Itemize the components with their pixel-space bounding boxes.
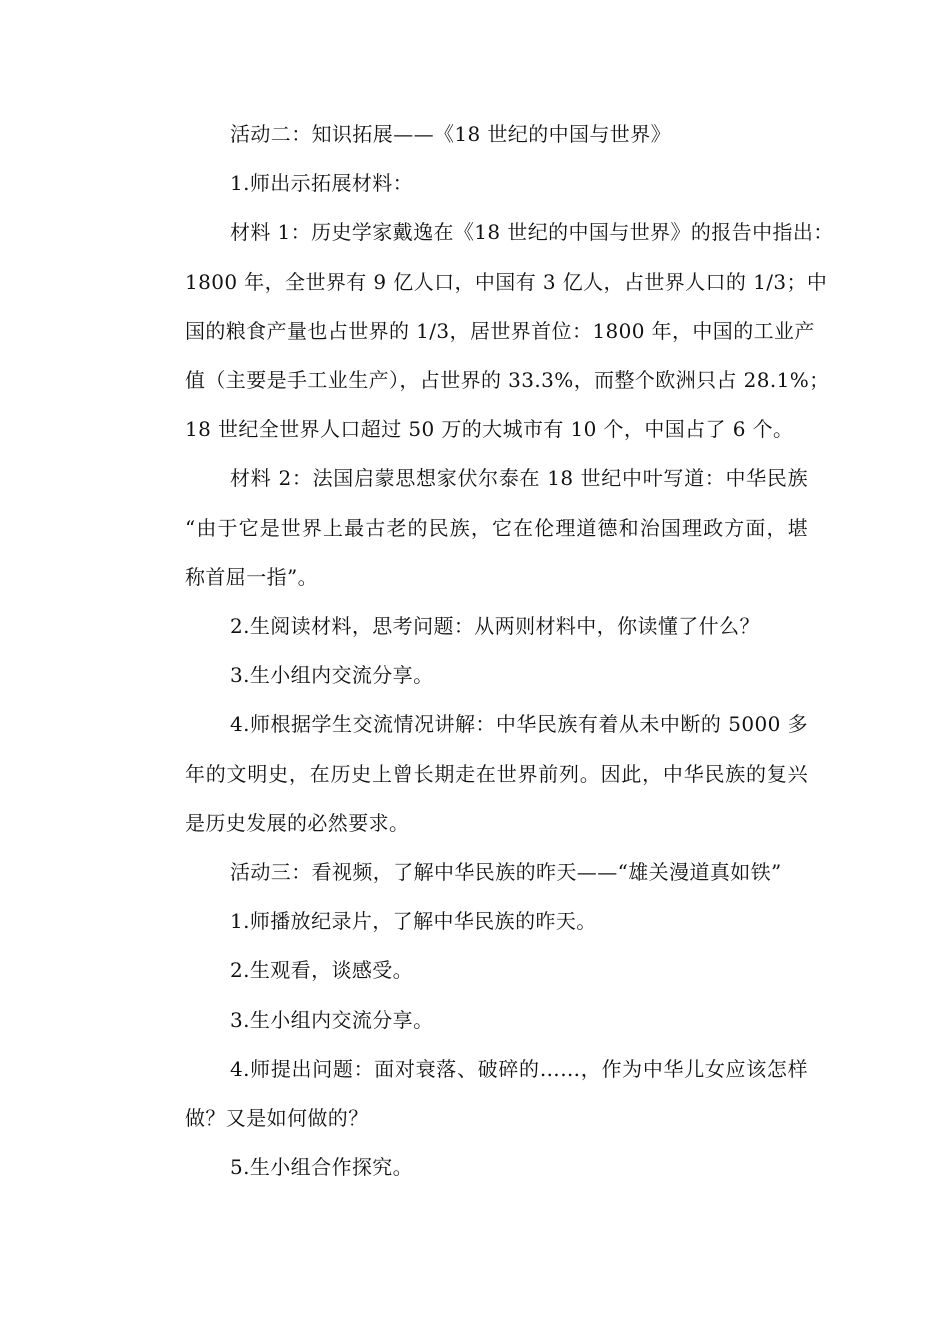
text-line: 3.生小组内交流分享。 [230,663,434,688]
text-line: 2.生观看，谈感受。 [230,958,414,983]
paragraph-activity-three-heading [145,848,808,897]
text-line: 5.生小组合作探究。 [230,1155,414,1180]
text-line: 材料 2：法国启蒙思想家伏尔泰在 18 世纪中叶写道：中华民族 [230,466,808,491]
text-line: 做？又是如何做的？ [185,1106,369,1131]
document-body [145,110,834,1192]
paragraph-step-3 [145,651,808,700]
text-line: 活动二：知识拓展——《18 世纪的中国与世界》 [230,122,672,146]
text-line: 4.师根据学生交流情况讲解：中华民族有着从未中断的 5000 多 [230,712,808,737]
paragraph-step-2b [145,946,808,995]
paragraph-step-4 [145,700,808,848]
paragraph-step-1 [145,159,808,208]
text-line: 4.师提出问题：面对衰落、破碎的……，作为中华儿女应该怎样 [230,1056,808,1081]
text-line: 年的文明史，在历史上曾长期走在世界前列。因此，中华民族的复兴 [185,761,808,786]
text-line: 材料 1：历史学家戴逸在《18 世纪的中国与世界》的报告中指出： [230,220,834,245]
text-line: 活动三：看视频，了解中华民族的昨天——“雄关漫道真如铁” [230,860,782,885]
text-line: 2.生阅读材料，思考问题：从两则材料中，你读懂了什么？ [230,614,760,639]
paragraph-material-1 [145,208,834,454]
text-line: 1.师出示拓展材料： [230,171,414,196]
text-line: 是历史发展的必然要求。 [185,810,410,835]
paragraph-step-4b [145,1045,808,1143]
text-line: 3.生小组内交流分享。 [230,1007,434,1032]
paragraph-step-5b [145,1143,808,1192]
paragraph-step-2 [145,602,808,651]
text-line: 称首屈一指”。 [185,564,319,589]
text-line: 值（主要是手工业生产），占世界的 33.3%，而整个欧洲只占 28.1%； [185,368,830,393]
text-line: 18 世纪全世界人口超过 50 万的大城市有 10 个，中国占了 6 个。 [185,417,794,442]
paragraph-step-3b [145,996,808,1045]
paragraph-step-1b [145,897,808,946]
paragraph-material-2 [145,454,808,602]
text-line: 1800 年，全世界有 9 亿人口，中国有 3 亿人，占世界人口的 1/3；中 [185,269,828,294]
text-line: 1.师播放纪录片，了解中华民族的昨天。 [230,909,597,934]
text-line: “由于它是世界上最古老的民族，它在伦理道德和治国理政方面，堪 [185,515,808,540]
paragraph-activity-two-heading [145,110,808,159]
text-line: 国的粮食产量也占世界的 1/3，居世界首位：1800 年，中国的工业产 [185,318,815,343]
